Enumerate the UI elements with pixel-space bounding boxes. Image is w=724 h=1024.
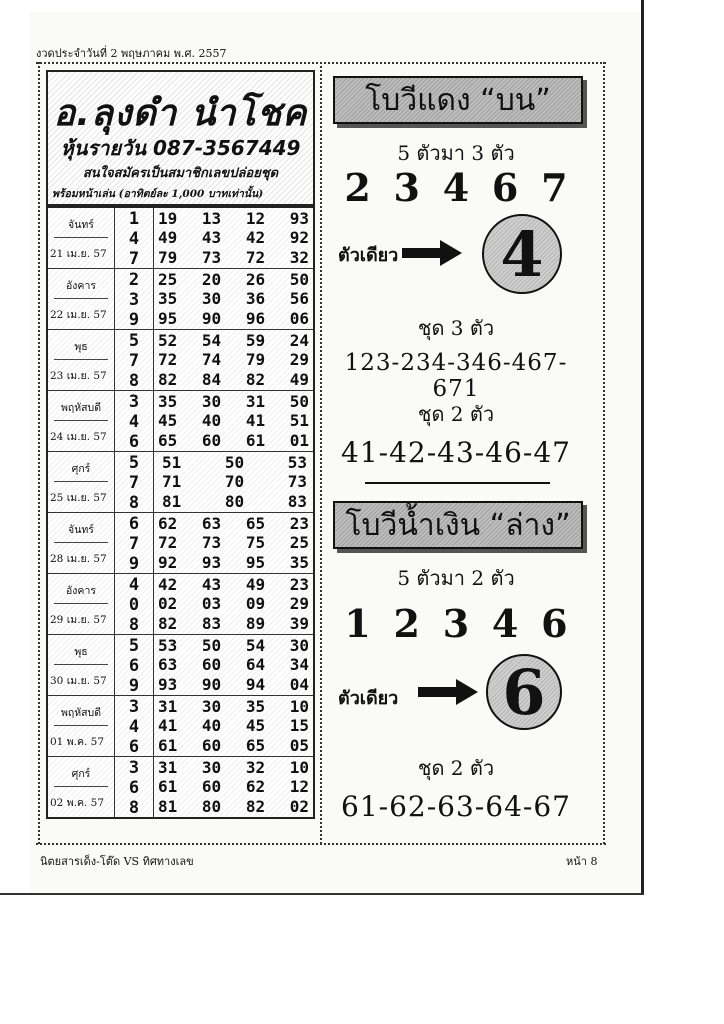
pair-number: 45 xyxy=(245,716,266,736)
day-cell xyxy=(48,391,115,451)
results-table xyxy=(46,206,315,819)
lead-digit: 9 xyxy=(128,554,140,574)
pair-number: 49 xyxy=(289,369,309,389)
day-name: อังคาร xyxy=(66,585,96,597)
pair-number: 24 xyxy=(289,331,309,351)
day-divider xyxy=(54,664,108,665)
pair-number: 93 xyxy=(201,552,222,572)
pair-number: 30 xyxy=(201,758,222,778)
pair-number: 81 xyxy=(162,491,182,511)
day-name: พฤหัสบดี xyxy=(60,402,102,414)
pair-number: 26 xyxy=(245,270,266,290)
lead-digit: 3 xyxy=(128,290,140,310)
lead-digit: 6 xyxy=(128,656,140,676)
lead-digit: 6 xyxy=(128,778,140,798)
day-name: พุธ xyxy=(74,646,88,658)
number-row xyxy=(158,392,309,411)
pair-number: 51 xyxy=(162,453,182,473)
pair-number: 96 xyxy=(245,308,266,328)
pair-number: 53 xyxy=(287,453,307,473)
day-group xyxy=(48,757,313,817)
upper-digit: 7 xyxy=(541,165,568,210)
lower-caption: 5 ตัวมา 2 ตัว xyxy=(397,566,515,590)
pair-number: 50 xyxy=(289,270,309,290)
pair-number: 72 xyxy=(158,350,178,370)
pair-number: 09 xyxy=(245,594,266,614)
pair-number: 05 xyxy=(289,735,309,755)
number-row xyxy=(158,758,309,777)
pair-number: 30 xyxy=(201,697,222,717)
lead-digit: 7 xyxy=(128,534,140,554)
day-name: ศุกร์ xyxy=(71,768,91,780)
pair-number: 65 xyxy=(245,514,266,534)
lower-digits xyxy=(333,601,579,646)
number-row xyxy=(158,575,309,594)
pair-number: 80 xyxy=(201,796,222,816)
digit-cell xyxy=(115,513,154,573)
pair-number: 71 xyxy=(162,472,182,492)
lead-digit: 7 xyxy=(128,249,140,269)
pair-number: 45 xyxy=(158,411,178,431)
pair-number: 60 xyxy=(201,777,222,797)
number-row xyxy=(158,209,309,228)
number-cell xyxy=(154,574,313,634)
number-cell xyxy=(154,513,313,573)
day-group xyxy=(48,696,313,757)
pair-number: 81 xyxy=(158,796,178,816)
number-cell xyxy=(154,330,313,390)
number-cell xyxy=(154,452,313,512)
day-divider xyxy=(54,542,108,543)
number-row xyxy=(158,614,309,633)
pair-number: 73 xyxy=(201,533,222,553)
pair-number: 61 xyxy=(245,430,266,450)
pair-number: 56 xyxy=(289,289,309,309)
page-edge-bottom xyxy=(0,893,644,895)
pair-number: 04 xyxy=(289,674,309,694)
lead-digit: 5 xyxy=(128,636,140,656)
pair-number: 35 xyxy=(245,697,266,717)
lower-digit: 4 xyxy=(491,601,519,646)
pair-number: 31 xyxy=(245,392,266,412)
lead-digit: 6 xyxy=(128,737,140,757)
upper-single-label: ตัวเดียว xyxy=(338,245,399,266)
lower-set2-label: ชุด 2 ตัว xyxy=(417,756,495,780)
day-date: 25 เม.ย. 57 xyxy=(50,492,107,504)
pair-number: 35 xyxy=(158,392,178,412)
pair-number: 10 xyxy=(289,697,309,717)
lead-digit: 4 xyxy=(128,412,140,432)
upper-digit: 4 xyxy=(442,165,470,210)
day-group xyxy=(48,330,313,391)
number-row xyxy=(158,697,309,716)
pair-number: 52 xyxy=(158,331,178,351)
number-row xyxy=(158,797,309,816)
lead-digit: 8 xyxy=(128,615,140,635)
lead-digit: 3 xyxy=(128,758,140,778)
pair-number: 83 xyxy=(287,491,307,511)
pair-number: 63 xyxy=(201,514,222,534)
pair-number: 29 xyxy=(289,350,309,370)
pair-number: 82 xyxy=(158,369,178,389)
day-date: 28 เม.ย. 57 xyxy=(50,553,107,565)
lower-single-circle: 6 xyxy=(486,654,562,730)
lead-digit: 9 xyxy=(128,310,140,330)
lower-digit: 3 xyxy=(442,601,470,646)
pair-number: 70 xyxy=(224,472,245,492)
pair-number: 79 xyxy=(245,350,266,370)
number-row xyxy=(158,533,309,552)
number-row xyxy=(158,228,309,247)
pair-number: 95 xyxy=(158,308,178,328)
lead-digit: 8 xyxy=(128,371,140,391)
digit-cell xyxy=(115,269,154,329)
pair-number: 80 xyxy=(224,491,245,511)
pair-number: 30 xyxy=(289,636,309,656)
pair-number: 10 xyxy=(289,758,309,778)
day-name: พุธ xyxy=(74,341,88,353)
pair-number: 83 xyxy=(201,613,222,633)
digit-cell xyxy=(115,391,154,451)
lead-digit: 4 xyxy=(128,717,140,737)
number-row xyxy=(158,331,309,350)
day-name: จันทร์ xyxy=(68,524,94,536)
digit-cell xyxy=(115,757,154,817)
pair-number: 42 xyxy=(245,228,266,248)
arrow-right-icon xyxy=(402,238,464,268)
pair-number: 73 xyxy=(201,247,222,267)
pair-number: 63 xyxy=(158,655,178,675)
arrow-right-icon xyxy=(418,677,480,707)
day-cell xyxy=(48,330,115,390)
lead-digit: 5 xyxy=(128,331,140,351)
pair-number: 43 xyxy=(201,575,222,595)
number-cell xyxy=(154,635,313,695)
number-row xyxy=(158,514,309,533)
dotted-column-divider xyxy=(320,62,322,844)
pair-number: 50 xyxy=(224,453,245,473)
pair-number: 65 xyxy=(158,430,178,450)
number-row xyxy=(158,553,309,572)
pair-number: 19 xyxy=(158,209,178,229)
pair-number: 25 xyxy=(289,533,309,553)
pair-number: 61 xyxy=(158,735,178,755)
day-divider xyxy=(54,603,108,604)
pair-number: 79 xyxy=(158,247,178,267)
day-group xyxy=(48,391,313,452)
pair-number: 01 xyxy=(289,430,309,450)
pair-number: 02 xyxy=(289,796,309,816)
pair-number: 35 xyxy=(158,289,178,309)
number-row xyxy=(158,655,309,674)
day-name: พฤหัสบดี xyxy=(60,707,102,719)
pair-number: 06 xyxy=(289,308,309,328)
digit-cell xyxy=(115,574,154,634)
day-name: ศุกร์ xyxy=(71,463,91,475)
lead-digit: 3 xyxy=(128,392,140,412)
pair-number: 65 xyxy=(245,735,266,755)
brand-note: พร้อมหน้าเล่น (อาทิตย์ละ 1,000 บาทเท่านั้น) xyxy=(52,188,264,200)
lead-digit: 6 xyxy=(128,432,140,452)
pair-number: 62 xyxy=(245,777,266,797)
day-divider xyxy=(54,481,108,482)
brand-phone: หุ้นรายวัน 087-3567449 xyxy=(60,136,301,160)
day-group xyxy=(48,574,313,635)
lead-digit: 7 xyxy=(128,351,140,371)
pair-number: 93 xyxy=(158,674,178,694)
number-cell xyxy=(154,391,313,451)
pair-number: 41 xyxy=(158,716,178,736)
upper-digit: 3 xyxy=(393,165,420,210)
upper-digit: 6 xyxy=(491,165,519,210)
pair-number: 72 xyxy=(245,247,266,267)
lead-digit: 4 xyxy=(128,229,140,249)
lower-banner: โบวีน้ำเงิน “ล่าง” xyxy=(333,501,583,549)
day-cell xyxy=(48,635,115,695)
day-group xyxy=(48,513,313,574)
number-row xyxy=(158,716,309,735)
pair-number: 02 xyxy=(158,594,178,614)
digit-cell xyxy=(115,452,154,512)
brand-box xyxy=(46,70,315,206)
lower-digit: 6 xyxy=(541,601,568,646)
number-row xyxy=(158,736,309,755)
pair-number: 74 xyxy=(201,350,222,370)
number-cell xyxy=(154,208,313,268)
number-row xyxy=(158,453,309,472)
day-date: 30 เม.ย. 57 xyxy=(50,675,107,687)
lower-digit: 1 xyxy=(344,601,371,646)
pair-number: 31 xyxy=(158,758,178,778)
day-date: 01 พ.ค. 57 xyxy=(50,736,105,748)
day-divider xyxy=(54,420,108,421)
pair-number: 36 xyxy=(245,289,266,309)
number-row xyxy=(158,370,309,389)
pair-number: 40 xyxy=(201,411,222,431)
pair-number: 64 xyxy=(245,655,266,675)
day-cell xyxy=(48,452,115,512)
lead-digit: 6 xyxy=(128,514,140,534)
pair-number: 92 xyxy=(289,228,309,248)
day-group xyxy=(48,635,313,696)
pair-number: 50 xyxy=(201,636,222,656)
number-row xyxy=(158,492,309,511)
section-divider xyxy=(365,482,550,484)
digit-cell xyxy=(115,208,154,268)
pair-number: 49 xyxy=(158,228,178,248)
lead-digit: 5 xyxy=(128,453,140,473)
brand-subtitle: สนใจสมัครเป็นสมาชิกเลขปล่อยชุด xyxy=(82,166,279,181)
digit-cell xyxy=(115,330,154,390)
lead-digit: 4 xyxy=(128,575,140,595)
lead-digit: 2 xyxy=(128,270,140,290)
lower-digit: 2 xyxy=(393,601,420,646)
lower-set2-value: 61-62-63-64-67 xyxy=(341,790,571,823)
pair-number: 53 xyxy=(158,636,178,656)
footer-page-number: หน้า 8 xyxy=(566,855,598,868)
day-date: 24 เม.ย. 57 xyxy=(50,431,107,443)
number-row xyxy=(158,431,309,450)
pair-number: 32 xyxy=(245,758,266,778)
pair-number: 39 xyxy=(289,613,309,633)
number-row xyxy=(158,350,309,369)
dotted-border-left xyxy=(38,62,40,844)
day-date: 29 เม.ย. 57 xyxy=(50,614,107,626)
upper-set2-label: ชุด 2 ตัว xyxy=(417,402,495,426)
pair-number: 59 xyxy=(245,331,266,351)
footer-magazine: นิตยสารเด็ง-โต๊ด VS ทิศทางเลข xyxy=(40,855,194,868)
issue-header: งวดประจำวันที่ 2 พฤษภาคม พ.ศ. 2557 xyxy=(36,47,227,60)
dotted-border-right xyxy=(603,62,605,844)
pair-number: 84 xyxy=(201,369,222,389)
day-divider xyxy=(54,237,108,238)
pair-number: 31 xyxy=(158,697,178,717)
number-cell xyxy=(154,269,313,329)
lead-digit: 8 xyxy=(128,493,140,513)
pair-number: 49 xyxy=(245,575,266,595)
pair-number: 93 xyxy=(289,209,309,229)
pair-number: 15 xyxy=(289,716,309,736)
pair-number: 54 xyxy=(201,331,222,351)
pair-number: 60 xyxy=(201,735,222,755)
pair-number: 82 xyxy=(245,796,266,816)
pair-number: 32 xyxy=(289,247,309,267)
pair-number: 54 xyxy=(245,636,266,656)
pair-number: 29 xyxy=(289,594,309,614)
pair-number: 61 xyxy=(158,777,178,797)
upper-set3-value: 123-234-346-467-671 xyxy=(344,350,568,402)
pair-number: 34 xyxy=(289,655,309,675)
pair-number: 73 xyxy=(287,472,307,492)
day-cell xyxy=(48,757,115,817)
pair-number: 90 xyxy=(201,308,222,328)
pair-number: 95 xyxy=(245,552,266,572)
pair-number: 42 xyxy=(158,575,178,595)
pair-number: 75 xyxy=(245,533,266,553)
brand-title: อ.ลุงดำ นำโชค xyxy=(53,93,308,134)
lead-digit: 7 xyxy=(128,473,140,493)
pair-number: 12 xyxy=(245,209,266,229)
pair-number: 82 xyxy=(158,613,178,633)
pair-number: 72 xyxy=(158,533,178,553)
day-date: 22 เม.ย. 57 xyxy=(50,309,107,321)
digit-cell xyxy=(115,696,154,756)
upper-digits xyxy=(333,165,579,210)
pair-number: 89 xyxy=(245,613,266,633)
day-date: 02 พ.ค. 57 xyxy=(50,797,105,809)
number-row xyxy=(158,309,309,328)
number-row xyxy=(158,777,309,796)
upper-single-circle: 4 xyxy=(482,214,562,294)
number-row xyxy=(158,594,309,613)
lead-digit: 8 xyxy=(128,798,140,818)
day-group xyxy=(48,452,313,513)
number-cell xyxy=(154,757,313,817)
day-cell xyxy=(48,513,115,573)
upper-caption: 5 ตัวมา 3 ตัว xyxy=(397,141,515,165)
day-name: อังคาร xyxy=(66,280,96,292)
pair-number: 50 xyxy=(289,392,309,412)
number-cell xyxy=(154,696,313,756)
pair-number: 60 xyxy=(201,655,222,675)
upper-set2-value: 41-42-43-46-47 xyxy=(341,436,571,469)
lead-digit: 0 xyxy=(128,595,140,615)
day-divider xyxy=(54,725,108,726)
day-group xyxy=(48,269,313,330)
day-divider xyxy=(54,786,108,787)
pair-number: 23 xyxy=(289,575,309,595)
pair-number: 62 xyxy=(158,514,178,534)
pair-number: 03 xyxy=(201,594,222,614)
pair-number: 40 xyxy=(201,716,222,736)
day-date: 21 เม.ย. 57 xyxy=(50,248,107,260)
lower-single-label: ตัวเดียว xyxy=(338,688,399,709)
pair-number: 23 xyxy=(289,514,309,534)
pair-number: 90 xyxy=(201,674,222,694)
pair-number: 92 xyxy=(158,552,178,572)
number-row xyxy=(158,675,309,694)
pair-number: 43 xyxy=(201,228,222,248)
day-group xyxy=(48,208,313,269)
day-cell xyxy=(48,574,115,634)
pair-number: 12 xyxy=(289,777,309,797)
page-edge-right xyxy=(641,0,644,895)
pair-number: 25 xyxy=(158,270,178,290)
number-row xyxy=(158,289,309,308)
number-row xyxy=(158,411,309,430)
number-row xyxy=(158,248,309,267)
upper-set3-label: ชุด 3 ตัว xyxy=(417,316,495,340)
number-row xyxy=(158,472,309,491)
day-name: จันทร์ xyxy=(68,219,94,231)
pair-number: 82 xyxy=(245,369,266,389)
upper-banner: โบวีแดง “บน” xyxy=(333,76,583,124)
pair-number: 60 xyxy=(201,430,222,450)
pair-number: 13 xyxy=(201,209,222,229)
lead-digit: 3 xyxy=(128,697,140,717)
lead-digit: 9 xyxy=(128,676,140,696)
day-divider xyxy=(54,298,108,299)
pair-number: 35 xyxy=(289,552,309,572)
pair-number: 30 xyxy=(201,392,222,412)
pair-number: 51 xyxy=(289,411,309,431)
pair-number: 41 xyxy=(245,411,266,431)
day-cell xyxy=(48,208,115,268)
upper-digit: 2 xyxy=(344,165,371,210)
day-cell xyxy=(48,696,115,756)
day-divider xyxy=(54,359,108,360)
day-date: 23 เม.ย. 57 xyxy=(50,370,107,382)
digit-cell xyxy=(115,635,154,695)
pair-number: 20 xyxy=(201,270,222,290)
pair-number: 30 xyxy=(201,289,222,309)
lead-digit: 1 xyxy=(128,209,140,229)
pair-number: 94 xyxy=(245,674,266,694)
number-row xyxy=(158,636,309,655)
number-row xyxy=(158,270,309,289)
day-cell xyxy=(48,269,115,329)
